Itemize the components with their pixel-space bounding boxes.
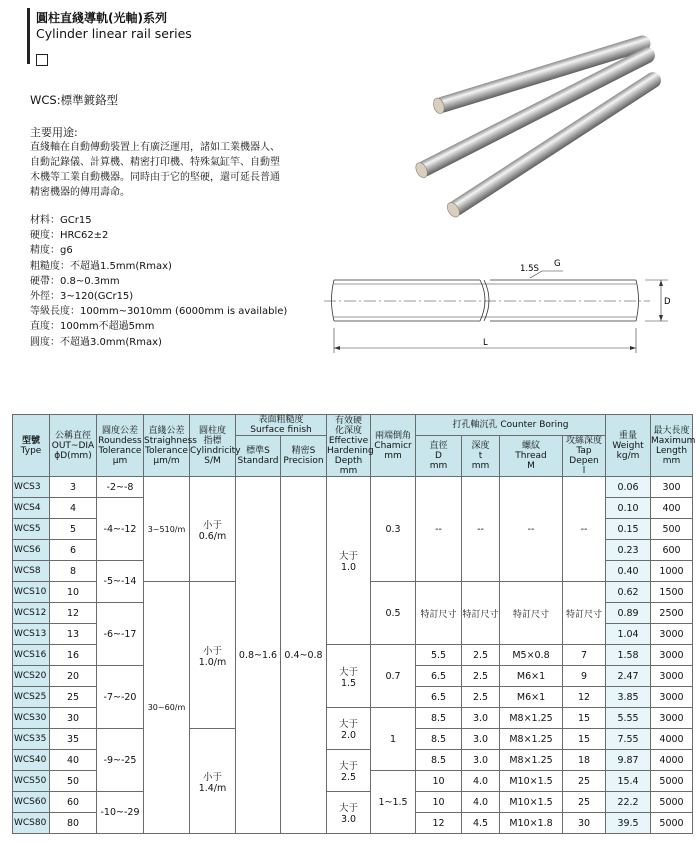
cell-bore-m: M10×1.8 <box>500 813 563 834</box>
page-title-en: Cylinder linear rail series <box>36 26 192 41</box>
cell-hardening: 大于 1.0 <box>327 477 371 645</box>
cell-chamfer: 1~1.5 <box>371 771 416 834</box>
cell-weight: 0.62 <box>606 582 651 603</box>
cell-straightness: 30~60/m <box>144 582 190 834</box>
cell-diameter: 20 <box>50 666 97 687</box>
cell-max-length: 3000 <box>651 687 693 708</box>
cell-weight: 7.55 <box>606 729 651 750</box>
cell-type: WCS3 <box>13 477 50 498</box>
g-label: G <box>554 259 561 269</box>
cell-bore-l: 9 <box>563 666 606 687</box>
cell-bore-t: 4.5 <box>462 813 500 834</box>
cell-type: WCS30 <box>13 708 50 729</box>
cell-bore-l: -- <box>563 477 606 582</box>
cell-diameter: 60 <box>50 792 97 813</box>
cell-bore-d: -- <box>416 477 462 582</box>
cell-bore-d: 12 <box>416 813 462 834</box>
cell-chamfer: 0.3 <box>371 477 416 582</box>
cell-diameter: 50 <box>50 771 97 792</box>
usage-title: 主要用途: <box>30 126 78 139</box>
cell-type: WCS12 <box>13 603 50 624</box>
cell-surface-standard: 0.8~1.6 <box>236 477 281 834</box>
cell-max-length: 4000 <box>651 729 693 750</box>
l-label: L <box>483 338 488 348</box>
col-thread: 螺紋 Thread M <box>500 436 563 477</box>
cell-bore-m: -- <box>500 477 563 582</box>
cell-roundness: -5~-14 <box>97 561 144 603</box>
checkbox[interactable] <box>36 54 48 66</box>
rods-illustration <box>400 62 700 232</box>
cell-bore-m: M6×1 <box>500 666 563 687</box>
cell-weight: 22.2 <box>606 792 651 813</box>
cell-bore-t: 2.5 <box>462 645 500 666</box>
cell-diameter: 13 <box>50 624 97 645</box>
cell-weight: 0.06 <box>606 477 651 498</box>
cell-weight: 9.87 <box>606 750 651 771</box>
col-diameter: 公稱直徑 OUT~DIA ϕD(mm) <box>50 415 97 477</box>
cell-diameter: 12 <box>50 603 97 624</box>
cell-chamfer: 1 <box>371 708 416 771</box>
spec-hardened-band: 硬帶：0.8~0.3mm <box>30 275 120 287</box>
cell-hardening: 大于 2.0 <box>327 708 371 750</box>
cell-bore-m: M8×1.25 <box>500 708 563 729</box>
cell-bore-d: 10 <box>416 771 462 792</box>
cell-diameter: 35 <box>50 729 97 750</box>
technical-drawing <box>320 258 680 358</box>
d-label: D <box>664 297 671 307</box>
cell-bore-t: 2.5 <box>462 687 500 708</box>
spec-table <box>12 414 696 834</box>
cell-cylindricity: 小于 1.0/m <box>190 582 236 729</box>
col-bore-diameter: 直徑 D mm <box>416 436 462 477</box>
cell-diameter: 6 <box>50 540 97 561</box>
cell-diameter: 16 <box>50 645 97 666</box>
spec-roughness: 粗糙度：不超過1.5mm(Rmax) <box>30 260 172 272</box>
cell-roundness: -9~-25 <box>97 729 144 792</box>
cell-bore-m: M8×1.25 <box>500 729 563 750</box>
col-max-length: 最大長度 Maximum Length mm <box>651 415 693 477</box>
cell-bore-l: 25 <box>563 771 606 792</box>
cell-max-length: 1500 <box>651 582 693 603</box>
col-type: 型號 Type <box>13 415 50 477</box>
cell-bore-l: 25 <box>563 792 606 813</box>
cell-roundness: -10~-29 <box>97 792 144 834</box>
spec-hardness: 硬度：HRC62±2 <box>30 230 109 242</box>
spec-outer-diameter: 外徑：3~120(GCr15) <box>30 291 134 303</box>
cell-bore-t: 4.0 <box>462 771 500 792</box>
model-title: WCS:標準鍍鉻型 <box>30 93 119 107</box>
col-hardening: 有效硬 化深度 Effective Hardening Depth mm <box>327 415 374 476</box>
col-weight: 重量 Weight kg/m <box>606 415 651 477</box>
cell-diameter: 30 <box>50 708 97 729</box>
cell-max-length: 1000 <box>651 561 693 582</box>
cell-straightness: 3~510/m <box>144 477 190 582</box>
cell-weight: 3.85 <box>606 687 651 708</box>
cell-weight: 1.04 <box>606 624 651 645</box>
spec-precision: 精度：g6 <box>30 245 73 257</box>
cell-weight: 0.89 <box>606 603 651 624</box>
cell-weight: 1.58 <box>606 645 651 666</box>
cell-hardening: 大于 3.0 <box>327 792 371 834</box>
cell-max-length: 3000 <box>651 645 693 666</box>
cell-bore-d: 8.5 <box>416 708 462 729</box>
cell-bore-t: 2.5 <box>462 666 500 687</box>
table-row <box>13 477 693 498</box>
cell-hardening: 大于 2.5 <box>327 750 371 792</box>
cell-bore-t: 3.0 <box>462 750 500 771</box>
cell-weight: 5.55 <box>606 708 651 729</box>
cell-type: WCS50 <box>13 771 50 792</box>
usage-line: 精密機器的傳用壽命。 <box>30 187 130 198</box>
cell-weight: 39.5 <box>606 813 651 834</box>
cell-type: WCS60 <box>13 792 50 813</box>
spec-length: 等級長度：100mm~3010mm (6000mm is available) <box>30 306 288 318</box>
cell-bore-d: 8.5 <box>416 750 462 771</box>
col-surface-finish: 表面粗糙度 Surface finish <box>236 415 327 436</box>
cell-bore-t: 3.0 <box>462 729 500 750</box>
spec-material: 材料：GCr15 <box>30 215 92 226</box>
spec-straightness: 直度：100mm不超過5mm <box>30 321 155 333</box>
col-chamfer: 兩端倒角 Chamicr mm <box>371 415 416 477</box>
cell-max-length: 600 <box>651 540 693 561</box>
cell-type: WCS5 <box>13 519 50 540</box>
cell-max-length: 500 <box>651 519 693 540</box>
cell-cylindricity: 小于 1.4/m <box>190 729 236 834</box>
cell-bore-d: 特訂尺寸 <box>416 582 462 645</box>
cell-bore-m: 特訂尺寸 <box>500 582 563 645</box>
cell-bore-l: 7 <box>563 645 606 666</box>
col-precision: 精密S Precision <box>281 436 327 477</box>
page-title-cn: 圓柱直綫導軌(光軸)系列 <box>36 11 167 25</box>
cell-roundness: -4~-12 <box>97 498 144 561</box>
cell-diameter: 5 <box>50 519 97 540</box>
cell-type: WCS35 <box>13 729 50 750</box>
cell-chamfer: 0.7 <box>371 645 416 708</box>
cell-type: WCS13 <box>13 624 50 645</box>
cell-weight: 0.40 <box>606 561 651 582</box>
usage-line: 直綫軸在自動傳動裝置上有廣泛運用，諸如工業機器人、 <box>30 142 280 153</box>
col-straightness: 直綫公差 Straighness Tolerance μm/m <box>144 415 190 477</box>
cell-bore-d: 8.5 <box>416 729 462 750</box>
cell-diameter: 10 <box>50 582 97 603</box>
spec-list <box>30 213 287 350</box>
cell-bore-l: 18 <box>563 750 606 771</box>
cell-diameter: 8 <box>50 561 97 582</box>
cell-diameter: 4 <box>50 498 97 519</box>
cell-max-length: 300 <box>651 477 693 498</box>
usage-line: 木機等工業自動機器。同時由于它的堅硬，還可延長普通 <box>30 172 280 183</box>
cell-bore-m: M10×1.5 <box>500 792 563 813</box>
cell-weight: 2.47 <box>606 666 651 687</box>
cell-bore-t: 特訂尺寸 <box>462 582 500 645</box>
cell-bore-l: 15 <box>563 729 606 750</box>
cell-type: WCS10 <box>13 582 50 603</box>
cell-bore-l: 12 <box>563 687 606 708</box>
cell-max-length: 5000 <box>651 771 693 792</box>
cell-type: WCS25 <box>13 687 50 708</box>
cell-surface-precision: 0.4~0.8 <box>281 477 327 834</box>
cell-chamfer: 0.5 <box>371 582 416 645</box>
cell-weight: 0.23 <box>606 540 651 561</box>
cell-bore-d: 6.5 <box>416 666 462 687</box>
cell-max-length: 2500 <box>651 603 693 624</box>
col-roundness: 圓度公差 Roundess Tolerance μm <box>97 415 144 477</box>
table-row <box>13 792 693 813</box>
cell-roundness: -6~-17 <box>97 603 144 666</box>
spec-roundness: 圓度：不超過3.0mm(Rmax) <box>30 336 162 348</box>
cell-max-length: 400 <box>651 498 693 519</box>
cell-diameter: 80 <box>50 813 97 834</box>
col-standard: 標準S Standard <box>236 436 281 477</box>
cell-bore-t: 3.0 <box>462 708 500 729</box>
cell-type: WCS40 <box>13 750 50 771</box>
cell-max-length: 3000 <box>651 666 693 687</box>
cell-type: WCS80 <box>13 813 50 834</box>
cell-type: WCS20 <box>13 666 50 687</box>
chamfer-label: 1.5S <box>520 264 539 274</box>
cell-weight: 0.10 <box>606 498 651 519</box>
cell-max-length: 3000 <box>651 708 693 729</box>
cell-max-length: 5000 <box>651 813 693 834</box>
cell-bore-m: M10×1.5 <box>500 771 563 792</box>
cell-bore-l: 特訂尺寸 <box>563 582 606 645</box>
cell-hardening: 大于 1.5 <box>327 645 371 708</box>
col-tap-depth: 攻絲深度 Tap Depen l <box>563 436 606 477</box>
cell-diameter: 3 <box>50 477 97 498</box>
cell-bore-m: M5×0.8 <box>500 645 563 666</box>
cell-diameter: 25 <box>50 687 97 708</box>
usage-line: 自動記錄儀、計算機、精密打印機、特殊氣缸竿、自動塑 <box>30 157 280 168</box>
col-bore-depth: 深度 t mm <box>462 436 500 477</box>
cell-max-length: 3000 <box>651 624 693 645</box>
cell-bore-d: 10 <box>416 792 462 813</box>
cell-bore-m: M6×1 <box>500 687 563 708</box>
cell-bore-d: 6.5 <box>416 687 462 708</box>
usage-text <box>30 140 330 200</box>
cell-bore-l: 30 <box>563 813 606 834</box>
cell-bore-t: -- <box>462 477 500 582</box>
cell-type: WCS16 <box>13 645 50 666</box>
col-counter-boring: 打孔軸沉孔 Counter Boring <box>416 415 606 436</box>
cell-bore-t: 4.0 <box>462 792 500 813</box>
cell-type: WCS4 <box>13 498 50 519</box>
cell-type: WCS8 <box>13 561 50 582</box>
header-accent-bar <box>27 8 30 64</box>
cell-diameter: 40 <box>50 750 97 771</box>
cell-roundness: -2~-8 <box>97 477 144 498</box>
cell-bore-d: 5.5 <box>416 645 462 666</box>
cell-bore-m: M8×1.25 <box>500 750 563 771</box>
cell-bore-l: 15 <box>563 708 606 729</box>
cell-weight: 0.15 <box>606 519 651 540</box>
cell-weight: 15.4 <box>606 771 651 792</box>
cell-type: WCS6 <box>13 540 50 561</box>
col-cylindricity: 圓柱度 指標 Cylindricity S/M <box>190 415 236 477</box>
cell-max-length: 5000 <box>651 792 693 813</box>
cell-max-length: 4000 <box>651 750 693 771</box>
cell-cylindricity: 小于 0.6/m <box>190 477 236 582</box>
cell-roundness: -7~-20 <box>97 666 144 729</box>
